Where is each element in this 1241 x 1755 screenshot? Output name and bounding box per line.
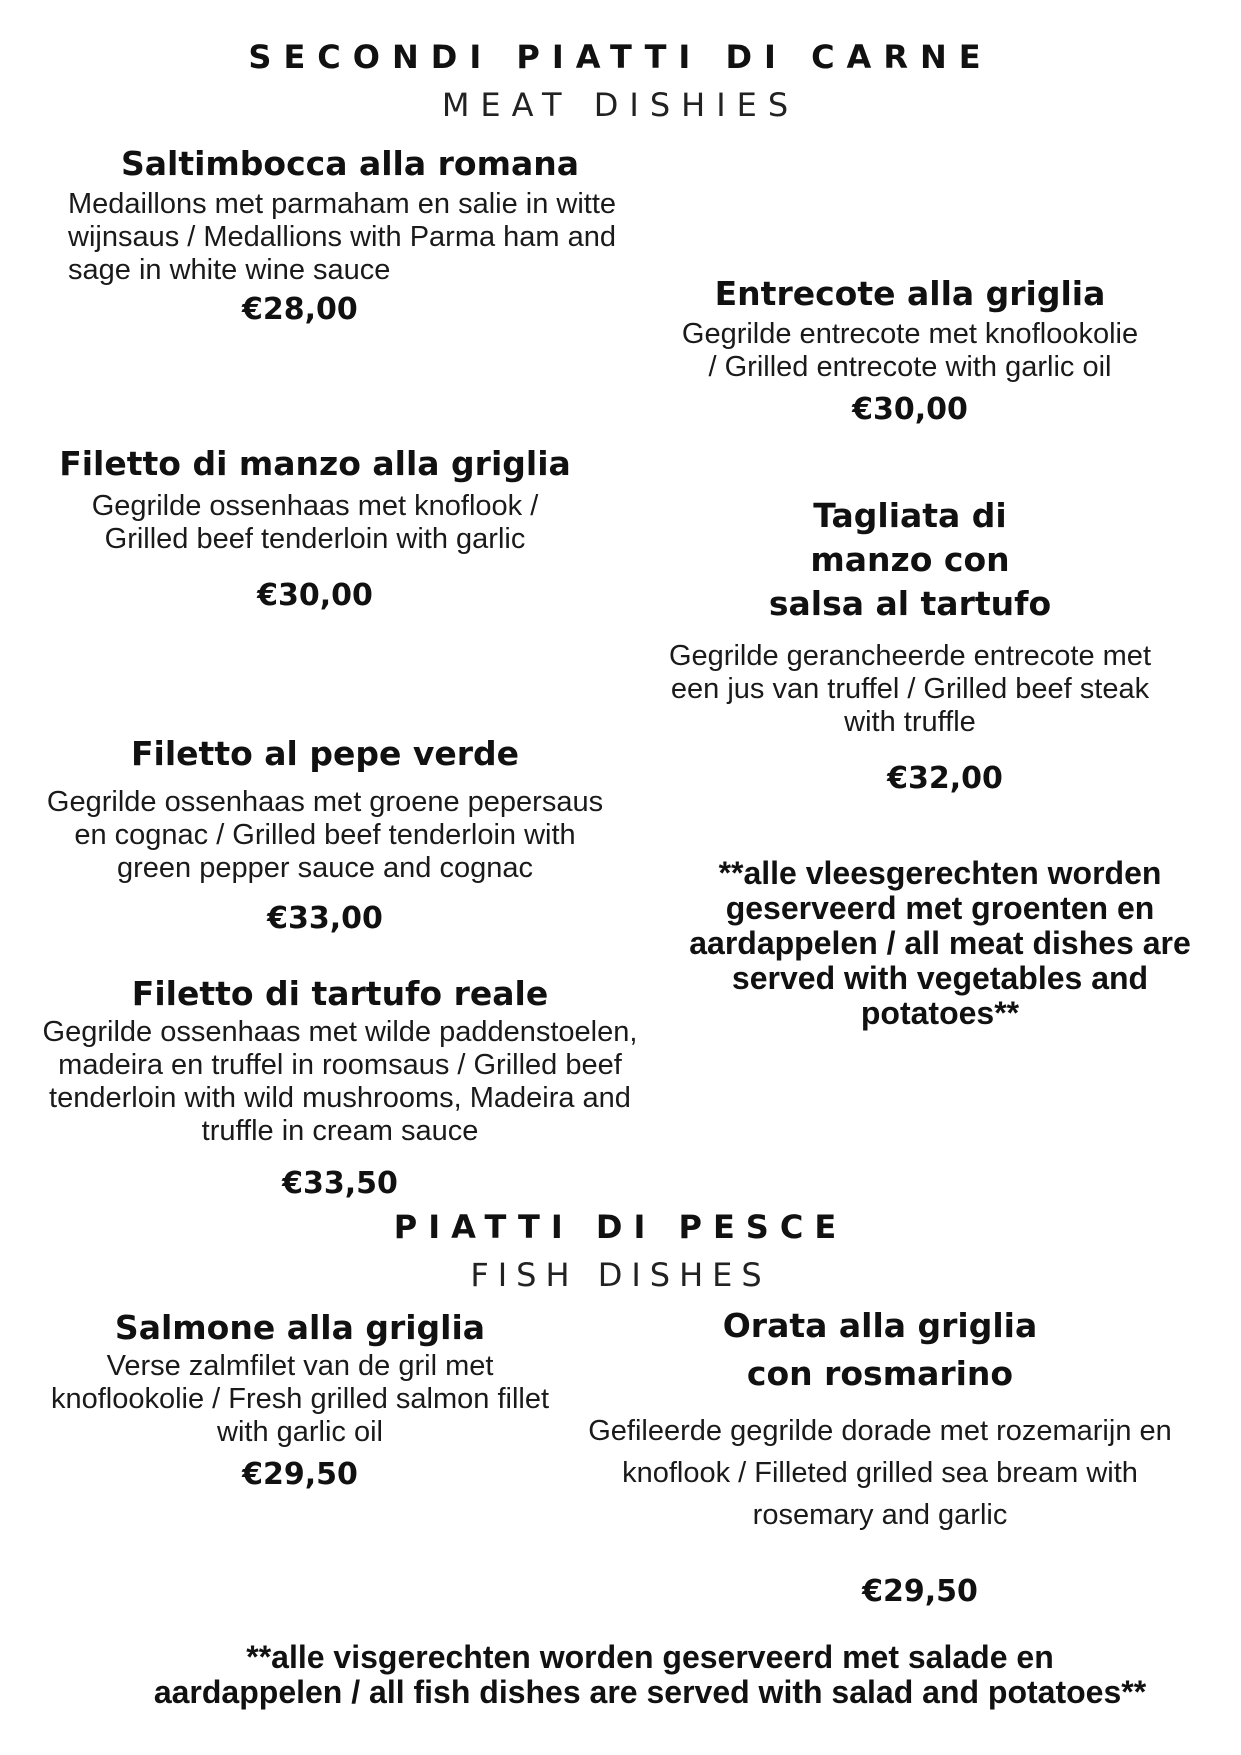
dish-price: €32,00 — [887, 761, 1003, 796]
dish-salmone — [40, 1306, 560, 1492]
dish-price: €29,50 — [242, 1457, 358, 1492]
dish-price: €29,50 — [862, 1574, 978, 1609]
dish-name: Filetto di manzo alla griglia — [59, 444, 571, 483]
meat-section-subtitle: MEAT DISHIES — [441, 86, 800, 124]
dish-saltimbocca — [60, 142, 640, 327]
dish-entrecote — [630, 272, 1190, 427]
dish-name: Filetto al pepe verde — [131, 734, 519, 773]
dish-price: €33,50 — [282, 1166, 398, 1201]
dish-filetto-di-manzo — [30, 442, 600, 613]
fish-serving-note: **alle visgerechten worden geserveerd met salade en aardappelen / all fish dishes are served with salad and potatoes** — [153, 1639, 1147, 1710]
dish-filetto-pepe-verde — [30, 732, 620, 936]
dish-description: Gegrilde gerancheerde entrecote met een jus van truffel / Grilled beef steak with truffle — [668, 640, 1151, 738]
meat-section-title: SECONDI PIATTI DI CARNE — [248, 38, 993, 76]
fish-section-title: PIATTI DI PESCE — [393, 1208, 848, 1246]
dish-orata — [560, 1302, 1200, 1609]
dish-description: Gegrilde ossenhaas met groene pepersaus en cognac / Grilled beef tenderloin with green pepper sauce and cognac — [46, 786, 604, 884]
dish-description: Gegrilde ossenhaas met wilde paddenstoelen, madeira en truffel in roomsaus / Grilled beef tenderloin with wild mushrooms, Madeira and truffle in cream sauce — [42, 1016, 638, 1147]
dish-price: €33,00 — [267, 901, 383, 936]
dish-name: Tagliata di manzo con salsa al tartufo — [768, 496, 1052, 623]
dish-name: Entrecote alla griglia — [714, 274, 1106, 313]
fish-section-subtitle: FISH DISHES — [470, 1256, 771, 1294]
dish-description: Gegrilde ossenhaas met knoflook / Grilled beef tenderloin with garlic — [91, 490, 539, 555]
dish-price: €28,00 — [242, 292, 358, 327]
dish-price: €30,00 — [257, 578, 373, 613]
dish-price: €30,00 — [852, 392, 968, 427]
dish-name: Saltimbocca alla romana — [120, 144, 579, 183]
dish-description: Gefileerde gegrilde dorade met rozemarijn en knoflook / Filleted grilled sea bream with rosemary and garlic — [588, 1415, 1172, 1531]
dish-name: Salmone alla griglia — [114, 1308, 486, 1347]
dish-tagliata — [640, 494, 1180, 796]
dish-name: Filetto di tartufo reale — [131, 974, 549, 1013]
dish-name: Orata alla griglia con rosmarino — [722, 1306, 1038, 1393]
dish-filetto-tartufo — [30, 972, 650, 1201]
dish-description: Gegrilde entrecote met knoflookolie / Grilled entrecote with garlic oil — [681, 318, 1139, 383]
dish-description: Medaillons met parmaham en salie in witte wijnsaus / Medallions with Parma ham and sage in white wine sauce — [68, 188, 617, 286]
meat-serving-note: **alle vleesgerechten worden geserveerd met groenten en aardappelen / all meat dishes are served with vegetables and potatoes** — [689, 855, 1191, 1031]
dish-description: Verse zalmfilet van de gril met knoflookolie / Fresh grilled salmon fillet with garlic oil — [50, 1350, 550, 1448]
